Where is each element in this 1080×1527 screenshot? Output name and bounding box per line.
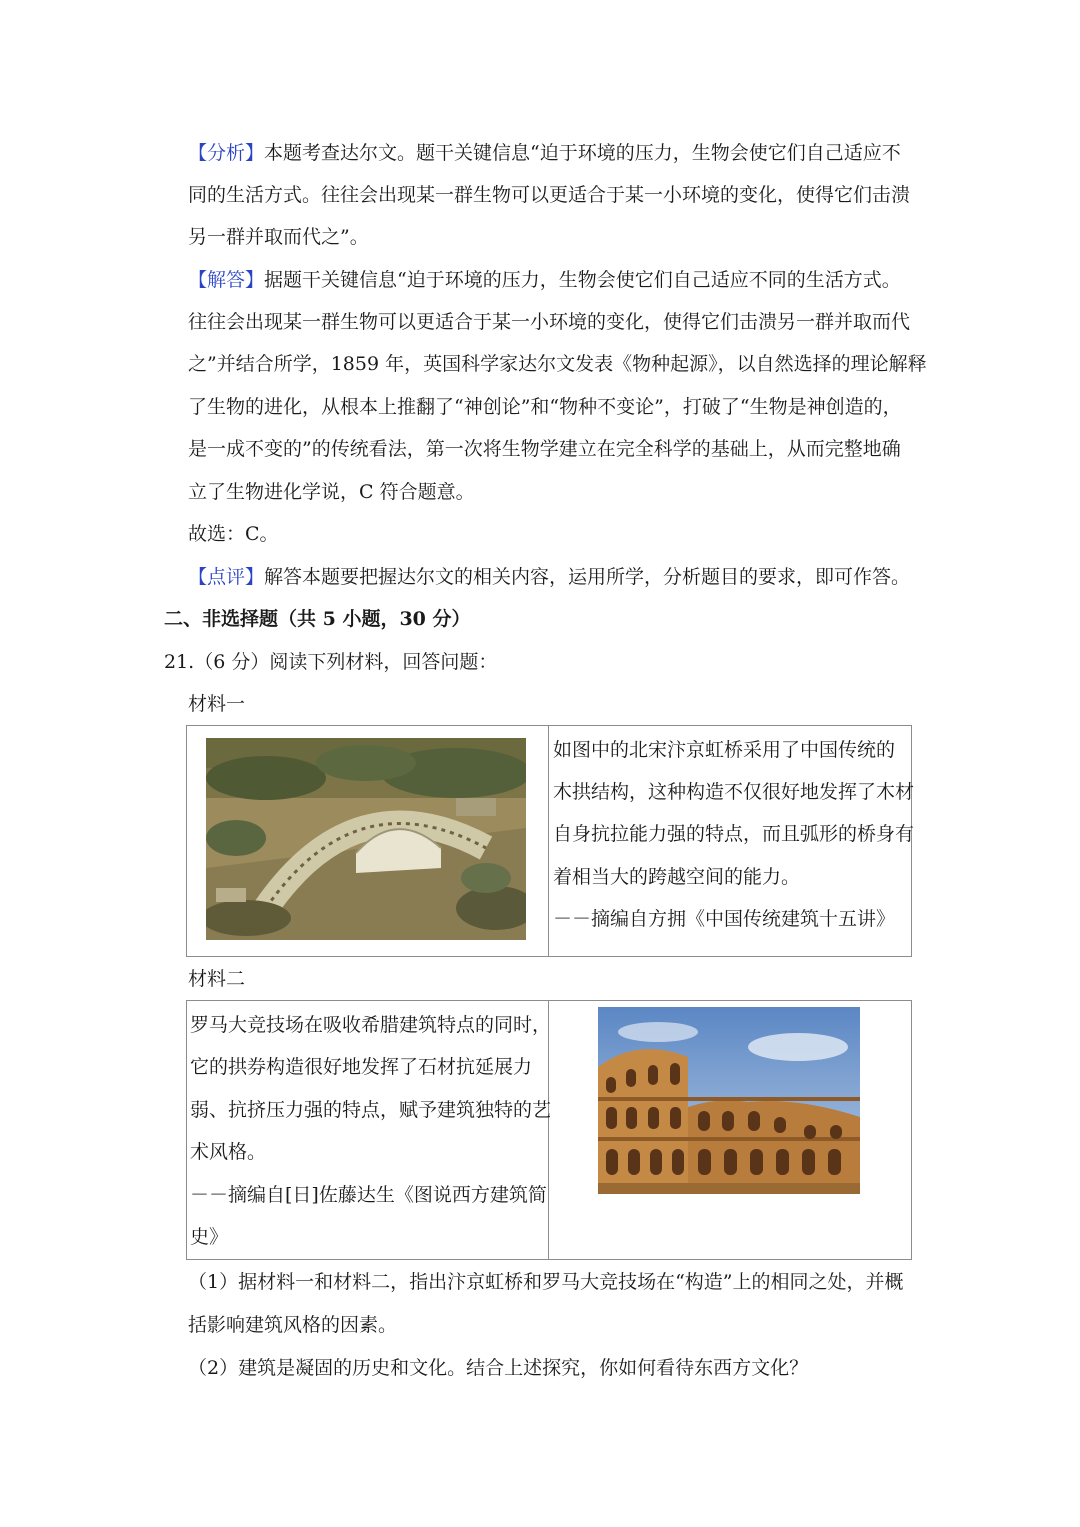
answer-line-2: 往往会出现某一群生物可以更适合于某一小环境的变化，使得它们击溃另一群并取而代 — [188, 311, 911, 333]
material2-label: 材料二 — [188, 968, 246, 990]
colosseum-image — [598, 1007, 860, 1194]
analysis-line-1 — [188, 141, 901, 165]
answer-line-3: 之”并结合所学，1859 年，英国科学家达尔文发表《物种起源》，以自然选择的理论解释 — [188, 353, 927, 375]
sub-question-1-line-1: （1）据材料一和材料二，指出汴京虹桥和罗马大竞技场在“构造”上的相同之处，并概 — [188, 1271, 904, 1293]
section-heading: 二、非选择题（共 5 小题，30 分） — [164, 608, 471, 630]
material2-table — [186, 1000, 912, 1260]
answer-line-6: 立了生物进化学说，C 符合题意。 — [188, 481, 475, 503]
material1-label: 材料一 — [188, 693, 246, 715]
sub-question-2: （2）建筑是凝固的历史和文化。结合上述探究，你如何看待东西方文化？ — [188, 1357, 809, 1379]
material1-text-2: 木拱结构，这种构造不仅很好地发挥了木材 — [553, 781, 915, 803]
material1-source: －－摘编自方拥《中国传统建筑十五讲》 — [553, 908, 896, 930]
analysis-text-1: 本题考查达尔文。题干关键信息“迫于环境的压力，生物会使它们自己适应不 — [264, 142, 901, 164]
answer-line-5: 是一成不变的”的传统看法，第一次将生物学建立在完全科学的基础上，从而完整地确 — [188, 438, 901, 460]
painting-image — [206, 738, 526, 940]
answer-text-1: 据题干关键信息“迫于环境的压力，生物会使它们自己适应不同的生活方式。 — [264, 269, 901, 291]
material2-source-2: 史》 — [190, 1226, 229, 1248]
material2-text-1: 罗马大竞技场在吸收希腊建筑特点的同时， — [190, 1014, 552, 1036]
comment-text: 解答本题要把握达尔文的相关内容，运用所学，分析题目的要求，即可作答。 — [264, 566, 911, 588]
sub-question-1-line-2: 括影响建筑风格的因素。 — [188, 1314, 398, 1336]
table-divider — [548, 726, 549, 956]
material1-text-3: 自身抗拉能力强的特点，而且弧形的桥身有 — [553, 823, 915, 845]
table-divider — [548, 1001, 549, 1259]
comment-tag: 【点评】 — [188, 566, 265, 588]
material1-text-4: 着相当大的跨越空间的能力。 — [553, 866, 801, 888]
material1-table — [186, 725, 915, 957]
analysis-tag: 【分析】 — [188, 142, 265, 164]
material2-text-2: 它的拱券构造很好地发挥了石材抗延展力 — [190, 1056, 533, 1078]
material2-text-4: 术风格。 — [190, 1141, 267, 1163]
comment-line — [188, 565, 910, 589]
analysis-line-3: 另一群并取而代之”。 — [188, 226, 369, 248]
answer-line-1 — [188, 268, 901, 292]
material2-text-3: 弱、抗挤压力强的特点，赋予建筑独特的艺 — [190, 1099, 552, 1121]
answer-choice: 故选：C。 — [188, 523, 279, 545]
material2-source-1: －－摘编自[日]佐藤达生《图说西方建筑简 — [190, 1184, 547, 1206]
answer-tag: 【解答】 — [188, 269, 265, 291]
answer-line-4: 了生物的进化，从根本上推翻了“神创论”和“物种不变论”，打破了“生物是神创造的， — [188, 396, 902, 418]
material1-text-1: 如图中的北宋汴京虹桥采用了中国传统的 — [553, 739, 896, 761]
question-stem: 21.（6 分）阅读下列材料，回答问题： — [164, 651, 498, 673]
analysis-line-2: 同的生活方式。往往会出现某一群生物可以更适合于某一小环境的变化，使得它们击溃 — [188, 184, 911, 206]
